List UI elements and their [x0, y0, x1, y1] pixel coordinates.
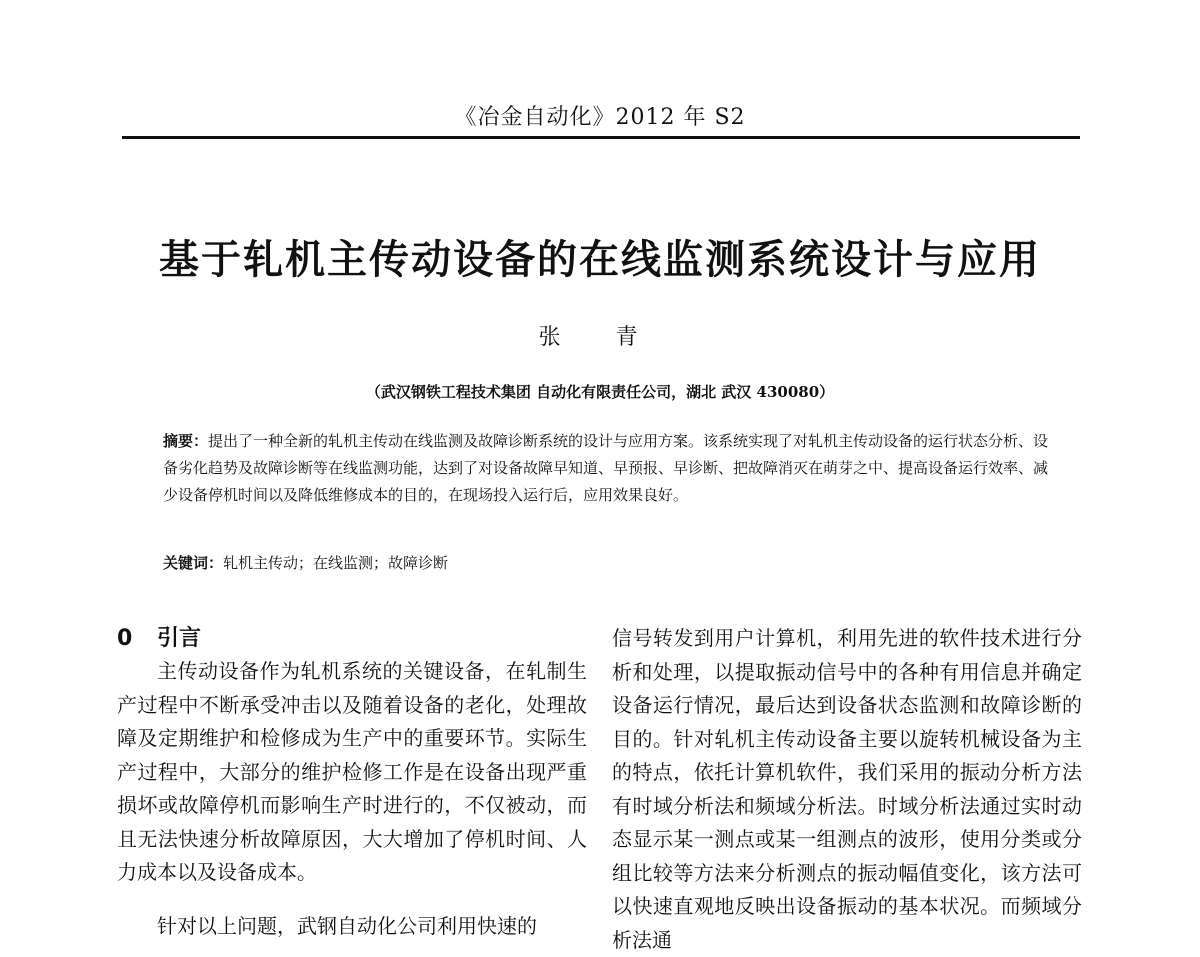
left-column — [117, 622, 587, 943]
keywords-text: 轧机主传动；在线监测；故障诊断 — [223, 554, 449, 572]
keywords-label: 关键词： — [163, 554, 224, 572]
body-paragraph: 主传动设备作为轧机系统的关键设备，在轧制生产过程中不断承受冲击以及随着设备的老化，处理故障及定期维护和检修成为生产中的重要环节。实际生产过程中，大部分的维护检修工作是在设备出现严重损坏或故障停机而影响生产时进行的，不仅被动，而且无法快速分析故障原因，大大增加了停机时间、人力成本以及设备成本。 — [117, 659, 587, 884]
section-heading — [117, 622, 587, 655]
header-rule — [122, 136, 1080, 139]
paper-title: 基于轧机主传动设备的在线监测系统设计与应用 — [159, 237, 1041, 283]
abstract-text: 提出了一种全新的轧机主传动在线监测及故障诊断系统的设计与应用方案。该系统实现了对轧机主传动设备的运行状态分析、设备劣化趋势及故障诊断等在线监测功能，达到了对设备故障早知道、早预报、早诊断、把故障消灭在萌芽之中、提高设备运行效率、减少设备停机时间以及降低维修成本的目的，在现场投入运行后，应用效果良好。 — [163, 432, 1049, 504]
journal-header-text: 《冶金自动化》2012 年 S2 — [454, 105, 746, 130]
body-paragraph: 信号转发到用户计算机，利用先进的软件技术进行分析和处理，以提取振动信号中的各种有用信息并确定设备运行情况，最后达到设备状态监测和故障诊断的目的。针对轧机主传动设备主要以旋转机械设备为主的特点，依托计算机软件，我们采用的振动分析方法有时域分析法和频域分析法。时域分析法通过实时动态显示某一测点或某一组测点的波形，使用分类或分组比较等方法来分析测点的振动幅值变化，该方法可以快速直观地反映出设备振动的基本状况。而频域分析法通 — [612, 626, 1082, 952]
keywords — [163, 552, 1053, 573]
paper-affiliation: （武汉钢铁工程技术集团 自动化有限责任公司，湖北 武汉 430080） — [365, 383, 835, 401]
journal-header — [0, 100, 1200, 131]
section-number: 0 — [117, 626, 133, 651]
abstract-label: 摘要： — [163, 432, 209, 450]
paper-author: 张 青 — [538, 325, 662, 350]
section-title: 引言 — [157, 626, 202, 651]
right-column — [612, 622, 1082, 957]
abstract — [163, 428, 1053, 509]
body-paragraph: 针对以上问题，武钢自动化公司利用快速的 — [157, 913, 537, 938]
